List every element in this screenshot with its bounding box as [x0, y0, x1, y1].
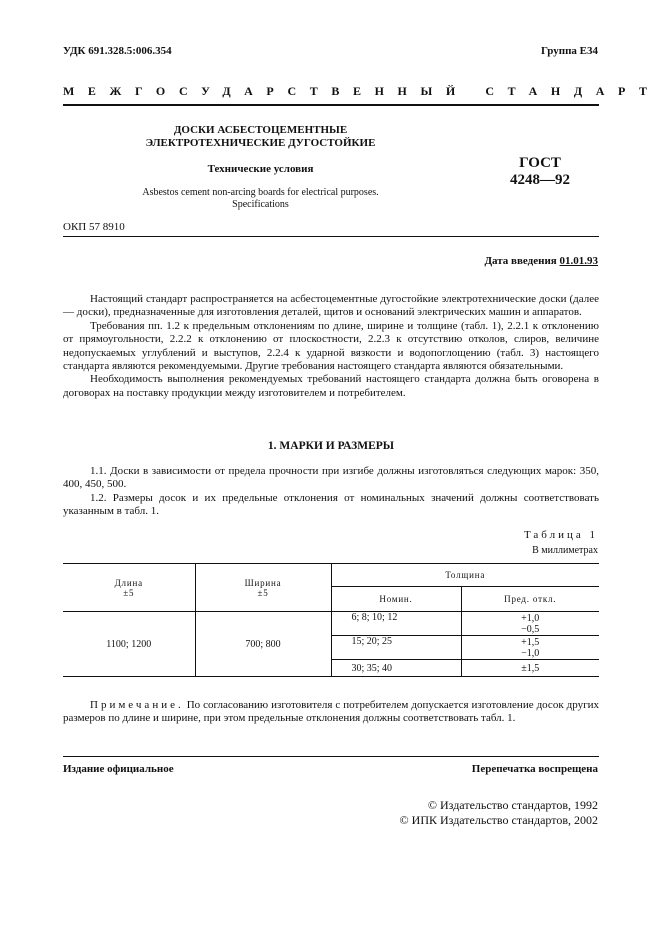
english-title-line-2: Specifications: [232, 199, 289, 210]
gost-number: 4248—92: [510, 172, 570, 188]
reprint-prohibited: Перепечатка воспрещена: [471, 763, 598, 775]
note-label: Примечание.: [90, 699, 184, 711]
copyright-1992: © Издательство стандартов, 1992: [427, 798, 598, 812]
cell-nominal-3: 30; 35; 40: [331, 660, 461, 677]
cell-deviation-1: [461, 612, 599, 636]
cell-nominal-1: 6; 8; 10; 12: [331, 612, 461, 636]
section-1-paragraph-1: 1.1. Доски в зависимости от предела прочности при изгибе должны изготовляться следующих марок: 350, 400, 450, 500.: [63, 465, 599, 491]
group-code: Группа Е34: [540, 45, 598, 57]
cell-deviation-2-plus: +1,5: [521, 636, 540, 648]
header-deviation: Пред. откл.: [461, 587, 599, 612]
title-rule: [63, 236, 599, 237]
banner-title: МЕЖГОСУДАРСТВЕННЫЙ СТАНДАРТ: [63, 84, 661, 98]
header-width-label: Ширина: [244, 577, 282, 588]
cell-deviation-1-plus: +1,0: [521, 612, 540, 624]
gost-designation: [480, 155, 600, 189]
intro-date-label: Дата введения: [484, 255, 557, 267]
header-thickness: Толщина: [331, 564, 599, 587]
intro-text: [63, 293, 599, 400]
section-1-paragraph-2: 1.2. Размеры досок и их предельные отклонения от номинальных значений должны соответствовать указанным в табл. 1.: [63, 491, 599, 518]
dimensions-table: [63, 563, 599, 677]
header-nominal: Номин.: [331, 587, 461, 612]
header-length: [63, 564, 195, 612]
english-title: [63, 187, 458, 211]
intro-paragraph-2: Требования пп. 1.2 к предельным отклонениям по длине, ширине и толщине (табл. 1), 2.2.1 к отклонению от прямоугольности, 2.2.2 к отклонению от плоскостности, 2.2.3 к отсутствию отколов, слиров, величине недопускаемых углублений и выступов, 2.2.4 к ударной вязкости и водопоглощению (табл. 3) настоящего стандарта являются рекомендуемыми. Другие требования настоящего стандарта являются обязательными.: [63, 319, 599, 373]
intro-paragraph-3: Необходимость выполнения рекомендуемых требований настоящего стандарта должна быть оговорена в договорах на поставку продукции между изготовителем и потребителем.: [63, 373, 599, 399]
document-title: [63, 124, 458, 150]
section-1-text: [63, 465, 599, 519]
banner-rule: [63, 104, 599, 106]
header-width-tolerance: ±5: [257, 587, 269, 598]
cell-deviation-1-minus: −0,5: [521, 623, 540, 635]
cell-width: 700; 800: [195, 612, 331, 677]
header-length-label: Длина: [114, 577, 143, 588]
table-units: В миллиметрах: [532, 545, 598, 556]
cell-deviation-2: [461, 636, 599, 660]
intro-date: [484, 255, 598, 267]
title-line-1: ДОСКИ АСБЕСТОЦЕМЕНТНЫЕ: [173, 124, 348, 136]
udc-code: УДК 691.328.5:006.354: [63, 45, 172, 57]
table-caption: Таблица 1: [523, 529, 598, 541]
cell-nominal-2: 15; 20; 25: [331, 636, 461, 660]
title-line-2: ЭЛЕКТРОТЕХНИЧЕСКИЕ ДУГОСТОЙКИЕ: [145, 137, 376, 149]
okp-code: ОКП 57 8910: [63, 221, 125, 233]
note-text: По согласованию изготовителя с потребителем допускается изготовление досок других размеров по длине и ширине, при этом предельные отклонения должны соответствовать табл. 1.: [63, 699, 599, 725]
section-1-heading: 1. МАРКИ И РАЗМЕРЫ: [267, 440, 395, 452]
header-length-tolerance: ±5: [123, 587, 135, 598]
english-title-line-1: Asbestos cement non-arcing boards for electrical purposes.: [142, 187, 379, 198]
footer-rule: [63, 756, 599, 757]
cell-deviation-3: ±1,5: [461, 660, 599, 677]
official-edition: Издание официальное: [63, 763, 174, 775]
table-note: [63, 699, 599, 726]
copyright-block: [400, 798, 598, 828]
document-subtitle: Технические условия: [207, 163, 314, 175]
cell-deviation-2-minus: −1,0: [521, 647, 540, 659]
cell-length: 1100; 1200: [63, 612, 195, 677]
gost-label: ГОСТ: [519, 155, 561, 171]
intro-paragraph-1: Настоящий стандарт распространяется на асбестоцементные дугостойкие электротехнические доски (далее — доски), предназначенные для изготовления деталей, щитов и оснований электрических машин и аппаратов.: [63, 293, 599, 319]
header-width: [195, 564, 331, 612]
intro-date-value: 01.01.93: [559, 255, 598, 267]
copyright-2002: © ИПК Издательство стандартов, 2002: [399, 813, 598, 827]
